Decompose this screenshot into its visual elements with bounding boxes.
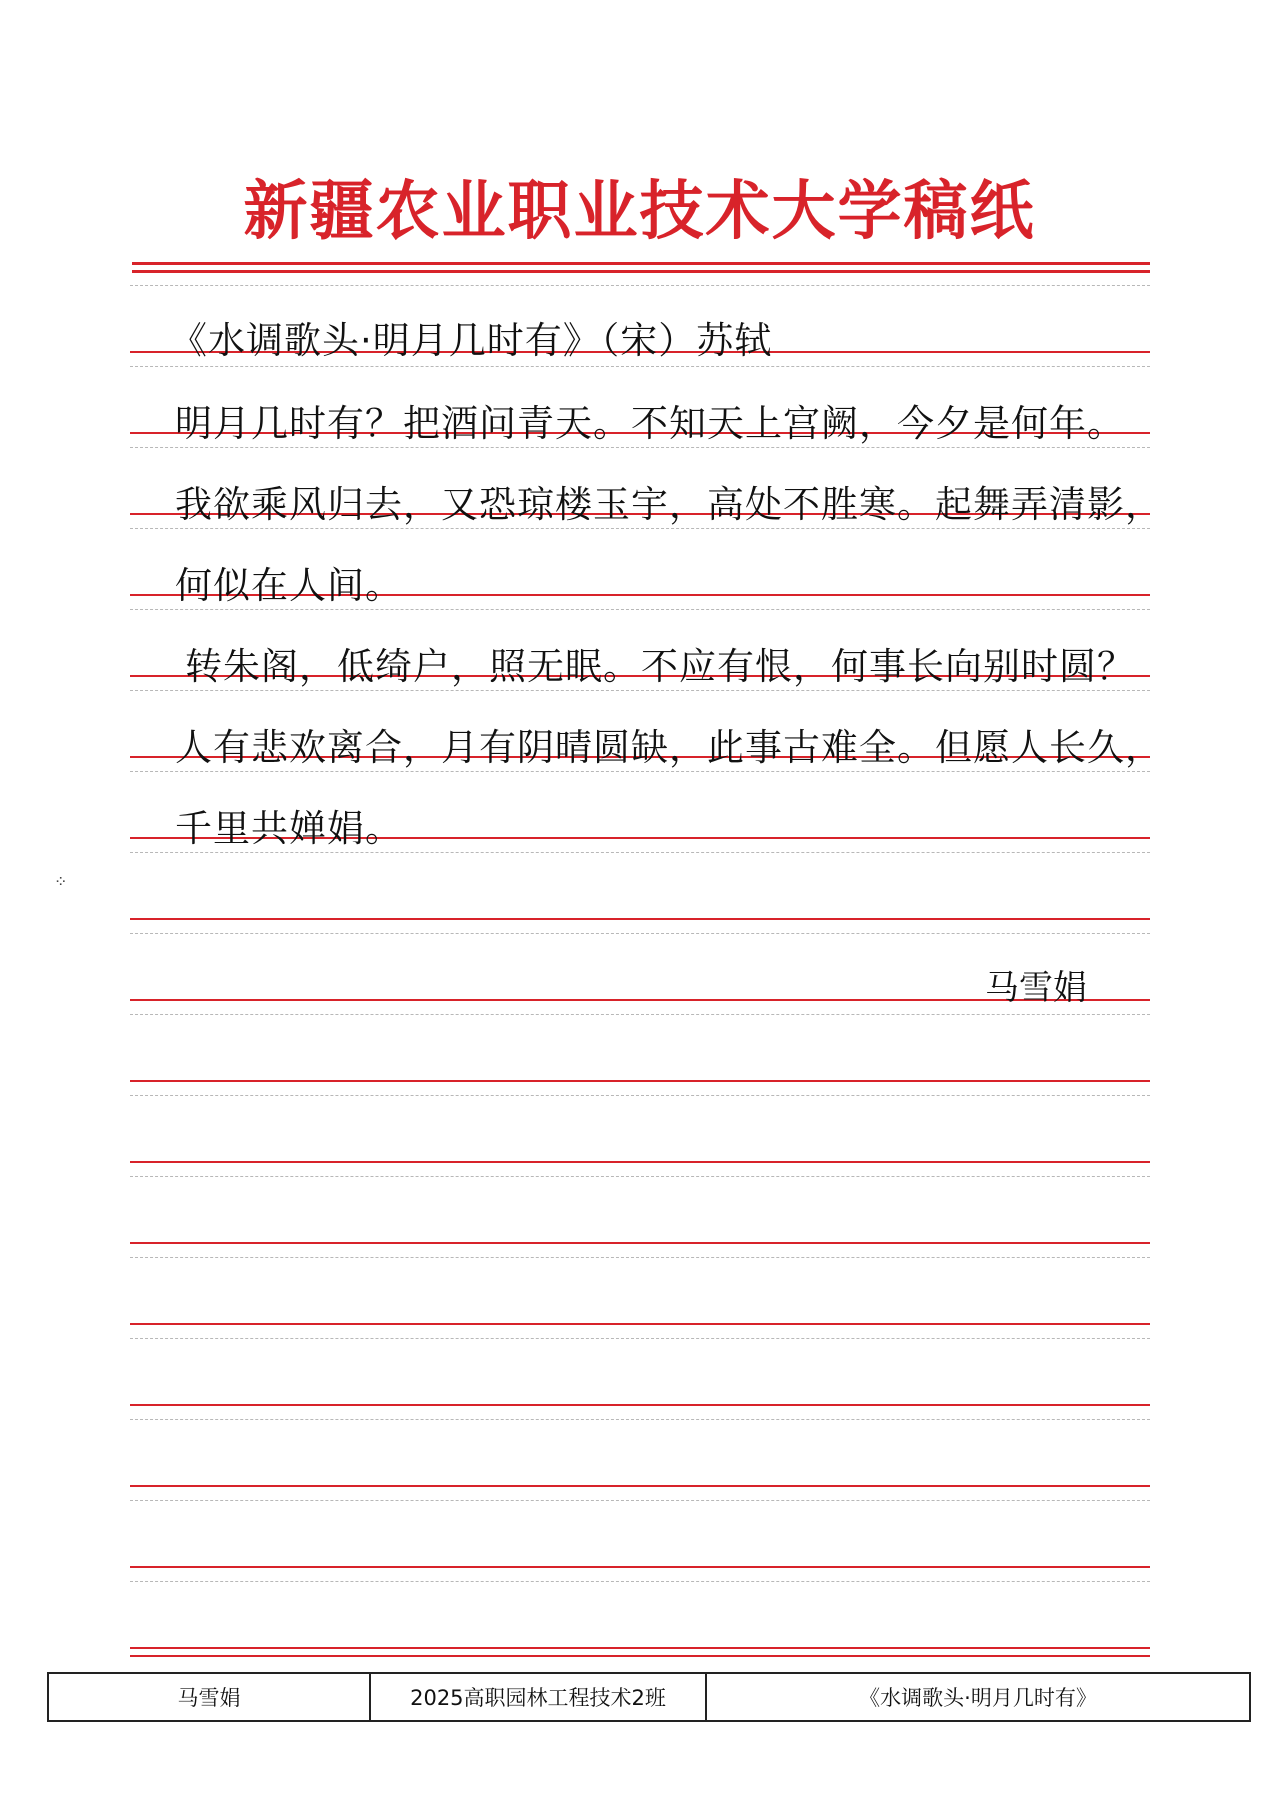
baseline (130, 1080, 1150, 1082)
guide-line (130, 528, 1150, 529)
poem-line: 转朱阁，低绮户，照无眠。不应有恨，何事长向别时圆？ (185, 645, 1135, 688)
footer-class: 2025高职园林工程技术2班 (371, 1674, 707, 1720)
footer-name: 马雪娟 (49, 1674, 371, 1720)
paper-header-title: 新疆农业职业技术大学稿纸 (243, 174, 1036, 249)
guide-line (130, 1176, 1150, 1177)
guide-line (130, 933, 1150, 934)
baseline (130, 1485, 1150, 1487)
stray-mark: ⁘ (54, 872, 68, 891)
author-signature: 马雪娟 (985, 968, 1087, 1008)
baseline (130, 1566, 1150, 1568)
baseline (130, 1161, 1150, 1163)
guide-line (130, 285, 1150, 286)
baseline (130, 1404, 1150, 1406)
guide-line (130, 1095, 1150, 1096)
footer-info-table (47, 1672, 1251, 1722)
guide-line (130, 771, 1150, 772)
poem-line: 人有悲欢离合，月有阴晴圆缺，此事古难全。但愿人长久， (175, 726, 1163, 769)
guide-line (130, 852, 1150, 853)
baseline (130, 918, 1150, 920)
guide-line (130, 366, 1150, 367)
baseline (130, 1242, 1150, 1244)
footer-work-title: 《水调歌头·明月几时有》 (859, 1686, 1097, 1710)
poem-line: 何似在人间。 (175, 564, 403, 607)
guide-line (130, 1338, 1150, 1339)
guide-line (130, 1014, 1150, 1015)
guide-line (130, 1419, 1150, 1420)
guide-line (130, 1581, 1150, 1582)
poem-title: 《水调歌头·明月几时有》（宋）苏轼 (170, 319, 773, 362)
poem-line: 明月几时有？把酒问青天。不知天上宫阙，今夕是何年。 (175, 402, 1125, 445)
baseline (130, 1323, 1150, 1325)
guide-line (130, 609, 1150, 610)
guide-line (130, 1500, 1150, 1501)
poem-line: 千里共婵娟。 (175, 807, 403, 850)
guide-line (130, 447, 1150, 448)
baseline (130, 1655, 1150, 1657)
guide-line (130, 690, 1150, 691)
baseline (130, 1647, 1150, 1649)
poem-line: 我欲乘风归去，又恐琼楼玉宇，高处不胜寒。起舞弄清影， (175, 483, 1163, 526)
guide-line (130, 1257, 1150, 1258)
